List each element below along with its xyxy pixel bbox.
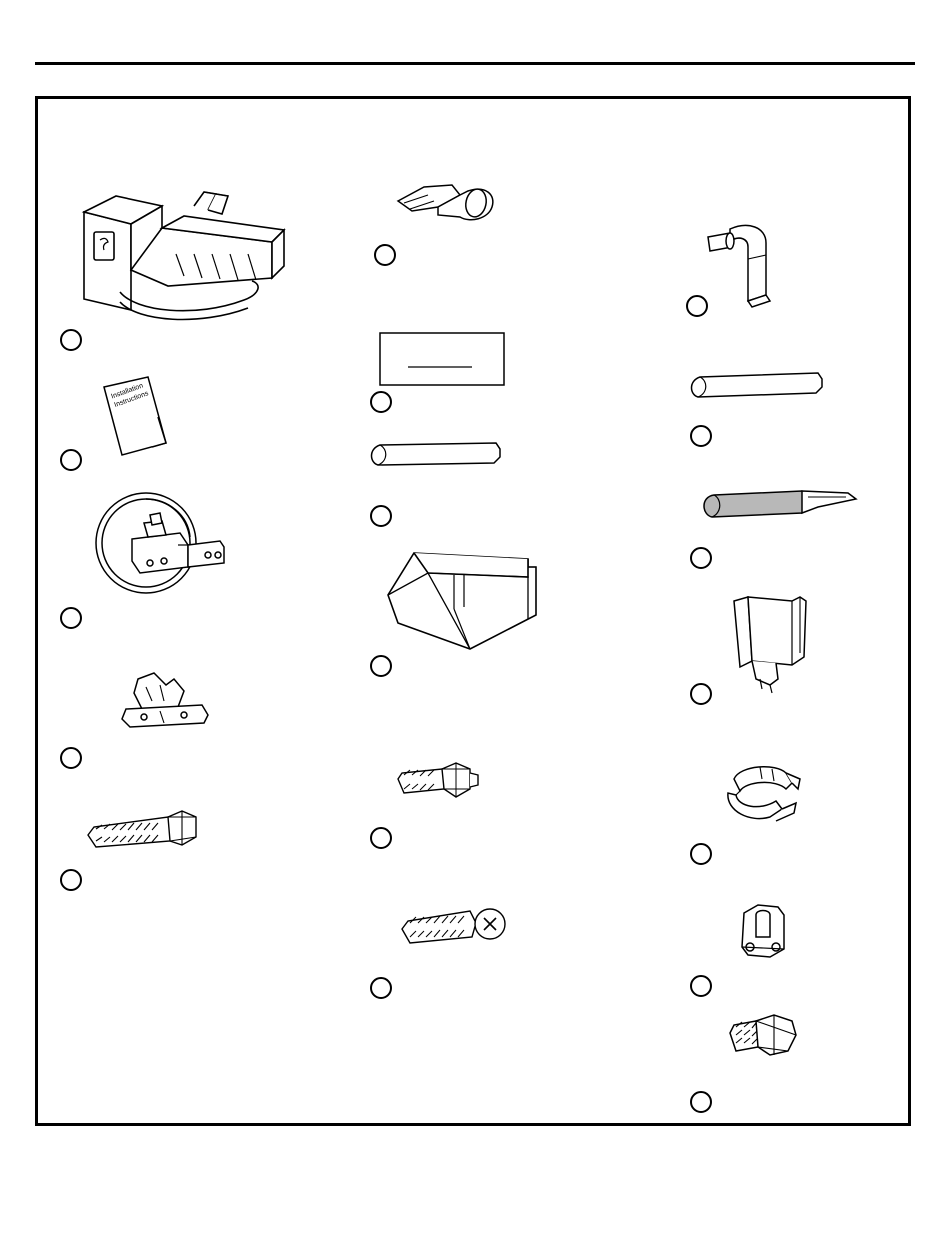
header-rule xyxy=(35,62,915,65)
parts-included-box xyxy=(35,96,911,1126)
part-metal-strap xyxy=(618,895,910,1025)
insulated-tube-icon xyxy=(698,485,858,525)
part-bullet-hex-bolt-small xyxy=(370,827,392,849)
part-tube-medium xyxy=(618,349,910,459)
water-valve-coil-icon xyxy=(88,485,258,615)
part-bullet-tube-medium xyxy=(690,425,712,447)
part-bullet-hose-clamp xyxy=(690,843,712,865)
center-column xyxy=(338,99,630,1123)
part-label-card xyxy=(338,295,630,415)
part-bullet-fill-cup xyxy=(690,683,712,705)
part-bullet-ice-bucket xyxy=(370,655,392,677)
mounting-bracket-icon xyxy=(108,671,218,741)
ice-bucket-icon xyxy=(378,545,548,665)
part-bullet-label-card xyxy=(370,391,392,413)
part-fill-cup xyxy=(618,591,910,731)
left-column xyxy=(38,99,330,1123)
part-bullet-hex-head-screw-large xyxy=(60,869,82,891)
hex-bolt-icon xyxy=(394,759,484,809)
part-hex-bolt-washer xyxy=(618,1009,910,1129)
metal-strap-icon xyxy=(734,903,804,973)
right-column xyxy=(618,99,910,1123)
part-water-valve-elbow xyxy=(618,99,910,339)
part-bullet-wire-clip xyxy=(374,244,396,266)
part-bullet-water-valve-tubing-coil xyxy=(60,607,82,629)
hose-clamp-icon xyxy=(720,763,810,833)
part-icemaker-assembly xyxy=(38,99,330,359)
part-bullet-metal-strap xyxy=(690,975,712,997)
part-bullet-insulated-tube xyxy=(690,547,712,569)
part-bullet-water-valve-elbow xyxy=(686,295,708,317)
part-bullet-phillips-screw xyxy=(370,977,392,999)
plastic-tube-icon xyxy=(686,367,826,401)
part-water-valve-tubing-coil xyxy=(38,481,330,661)
part-wire-clip xyxy=(338,99,630,289)
part-hex-bolt-small xyxy=(338,743,630,873)
part-hose-clamp xyxy=(618,739,910,889)
label-card-icon xyxy=(378,331,508,391)
hex-bolt-washer-icon xyxy=(726,1013,806,1073)
part-bullet-installation-instructions xyxy=(60,449,82,471)
part-tube-short xyxy=(338,421,630,531)
part-installation-instructions xyxy=(38,365,330,475)
icemaker-assembly-icon xyxy=(76,184,296,324)
fill-cup-icon xyxy=(726,595,826,695)
part-insulated-tube xyxy=(618,465,910,585)
part-hex-head-screw-large xyxy=(38,785,330,915)
part-bullet-mounting-bracket xyxy=(60,747,82,769)
part-bullet-tube-short xyxy=(370,505,392,527)
wire-clip-icon xyxy=(394,181,504,231)
phillips-screw-icon xyxy=(398,903,508,953)
part-ice-bucket xyxy=(338,537,630,737)
hex-head-screw-icon xyxy=(82,805,202,861)
part-mounting-bracket xyxy=(38,663,330,783)
part-bullet-hex-bolt-washer xyxy=(690,1091,712,1113)
water-valve-elbow-icon xyxy=(704,219,794,309)
plastic-tube-icon xyxy=(366,437,506,471)
part-phillips-screw xyxy=(338,879,630,1029)
instruction-booklet-label: Installation Instructions xyxy=(110,382,150,409)
part-bullet-icemaker-assembly xyxy=(60,329,82,351)
